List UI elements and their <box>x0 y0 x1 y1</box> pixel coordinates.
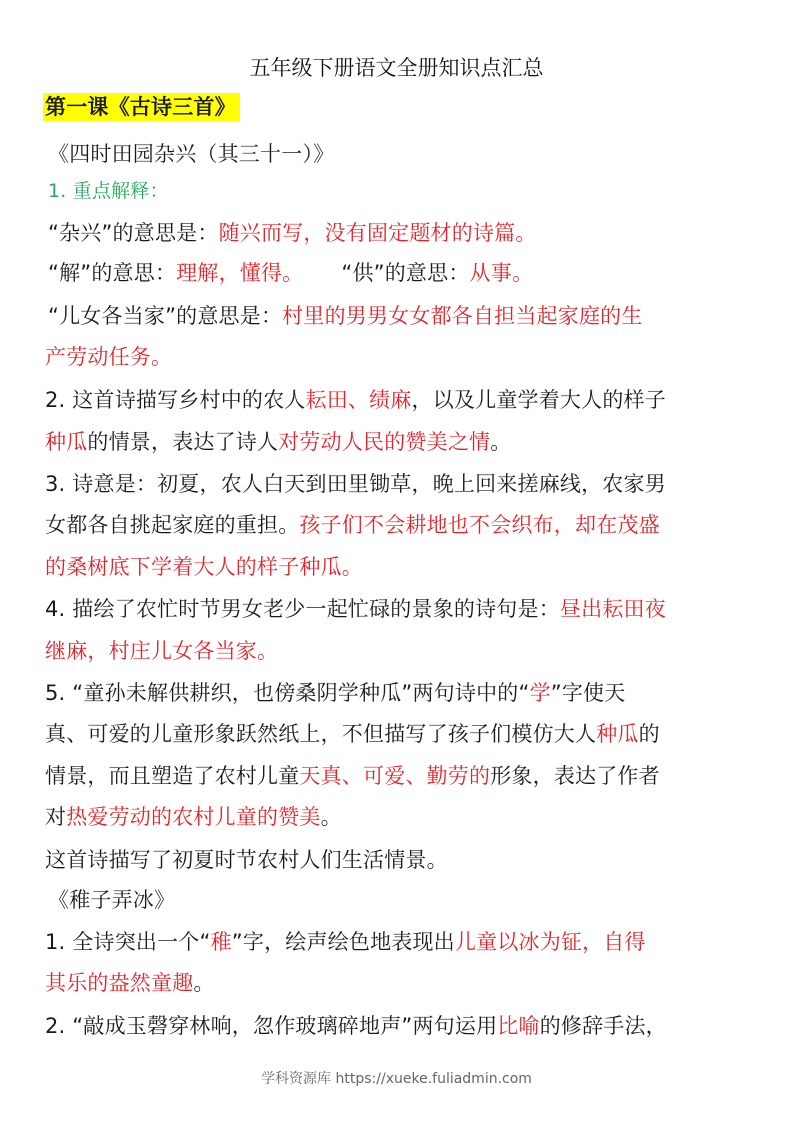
point-3-line-3: 的桑树底下学着大人的样子种瓜。 <box>45 555 363 579</box>
lesson-heading-row <box>43 92 240 122</box>
text: 1. 全诗突出一个“ <box>45 930 211 954</box>
text: 4. 描绘了农忙时节男女老少一起忙碌的景象的诗句是： <box>45 597 560 621</box>
point-4-line-1 <box>45 594 666 624</box>
text: ”字使天 <box>550 681 626 705</box>
highlight-text: 儿童以冰为钲，自得 <box>454 930 646 954</box>
text: 的修辞手法， <box>539 1014 667 1038</box>
section-label-key-explanations: 1. 重点解释： <box>48 180 169 202</box>
point-2-line-1 <box>45 385 666 415</box>
text: 情景，而且塑造了农村儿童 <box>45 764 300 788</box>
definition-term: “解”的意思： <box>48 261 177 285</box>
point-5-line-1 <box>45 678 625 708</box>
highlight-text: 对劳动人民的赞美之情 <box>278 430 491 454</box>
definition-jie-gong <box>48 258 533 288</box>
lesson-heading: 第一课《古诗三首》 <box>43 93 240 121</box>
point-3-line-2 <box>45 510 660 540</box>
highlight-text: 孩子们不会耕地也不会织布，却在茂盛 <box>299 513 660 537</box>
definition-term: “供”的意思： <box>341 261 470 285</box>
text: 对 <box>45 805 67 829</box>
poem2-point-1-line-2 <box>45 968 215 998</box>
definition-zaxing <box>48 218 537 248</box>
point-5-line-2 <box>45 719 660 749</box>
document-title: 五年级下册语文全册知识点汇总 <box>249 56 544 80</box>
highlight-text: 稚 <box>210 930 232 954</box>
text: 的情景，表达了诗人 <box>87 430 279 454</box>
text: 真、可爱的儿童形象跃然纸上，不但描写了孩子们模仿大人 <box>45 722 597 746</box>
highlight-text: 天真、可爱、勤劳的 <box>299 764 491 788</box>
definition-answer: 村里的男男女女都各自担当起家庭的生 <box>282 304 643 328</box>
highlight-text: 热爱劳动的农村儿童的赞美 <box>66 805 321 829</box>
point-3-line-1: 3. 诗意是：初夏，农人白天到田里锄草，晚上回来搓麻线，农家男 <box>45 472 666 496</box>
point-4-line-2: 继麻，村庄儿女各当家。 <box>45 639 279 663</box>
poem2-title: 《稚子弄冰》 <box>48 888 176 912</box>
poem1-summary: 这首诗描写了初夏时节农村人们生活情景。 <box>45 848 448 872</box>
text: ”字，绘声绘色地表现出 <box>231 930 455 954</box>
text: ，以及儿童学着大人的样子 <box>411 388 666 412</box>
point-5-line-4 <box>45 802 342 832</box>
definition-term: “儿女各当家”的意思是： <box>48 304 283 328</box>
point-5-line-3 <box>45 761 660 791</box>
text: 形象，表达了作者 <box>490 764 660 788</box>
highlight-text: 比喻 <box>497 1014 540 1038</box>
text: 2. 这首诗描写乡村中的农人 <box>45 388 306 412</box>
highlight-text: 学 <box>529 681 551 705</box>
text: 2. “敲成玉磬穿林响，忽作玻璃碎地声”两句运用 <box>45 1014 498 1038</box>
definition-ernv-cont: 产劳动任务。 <box>45 345 173 369</box>
text: 。 <box>490 430 512 454</box>
highlight-text: 种瓜 <box>45 430 88 454</box>
definition-answer: 随兴而写，没有固定题材的诗篇。 <box>218 221 537 245</box>
definition-ernv <box>48 301 643 331</box>
definition-term: “杂兴”的意思是： <box>48 221 219 245</box>
highlight-text: 昼出耘田夜 <box>559 597 666 621</box>
footer-watermark: 学科资源库 https://xueke.fuliadmin.com <box>261 1071 532 1087</box>
highlight-text: 耘田、绩麻 <box>305 388 412 412</box>
text: 的 <box>638 722 660 746</box>
definition-answer: 从事。 <box>469 261 534 285</box>
poem2-point-2-line-1 <box>45 1011 667 1041</box>
text: 。 <box>320 805 342 829</box>
poem1-title: 《四时田园杂兴（其三十一）》 <box>48 142 335 166</box>
point-2-line-2 <box>45 427 511 457</box>
text: 5. “童孙未解供耕织，也傍桑阴学种瓜”两句诗中的“ <box>45 681 530 705</box>
text: 。 <box>193 971 215 995</box>
text: 女都各自挑起家庭的重担。 <box>45 513 300 537</box>
highlight-text: 种瓜 <box>596 722 639 746</box>
highlight-text: 其乐的盎然童趣 <box>45 971 194 995</box>
poem2-point-1-line-1 <box>45 927 646 957</box>
definition-answer: 理解，懂得。 <box>176 261 304 285</box>
